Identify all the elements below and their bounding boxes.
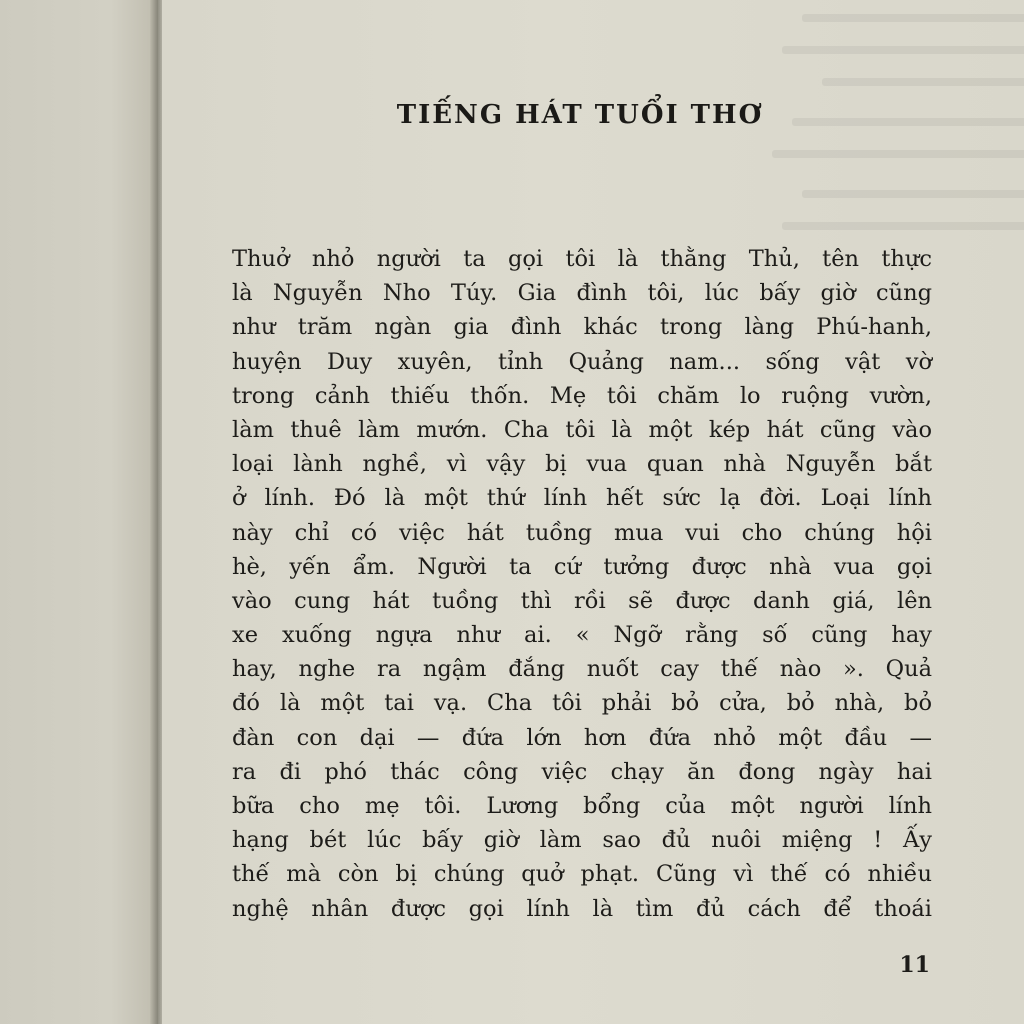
text-line: là Nguyễn Nho Túy. Gia đình tôi, lúc bấy giờ cũng — [232, 280, 932, 307]
chapter-title: TIẾNG HÁT TUỔI THƠ — [396, 100, 764, 130]
text-line: vào cung hát tuồng thì rồi sẽ được danh giá, lên — [232, 587, 932, 614]
text-line: hay, nghe ra ngậm đắng nuốt cay thế nào ». Quả — [232, 656, 932, 683]
left-page — [0, 0, 158, 1024]
show-through-text — [762, 0, 1024, 260]
text-line: thế mà còn bị chúng quở phạt. Cũng vì thế có nhiều — [232, 861, 932, 888]
text-line: ở lính. Đó là một thứ lính hết sức lạ đời. Loại lính — [232, 485, 932, 512]
text-line: xe xuống ngựa như ai. « Ngỡ rằng số cũng hay — [232, 622, 932, 649]
text-line: hạng bét lúc bấy giờ làm sao đủ nuôi miệng ! Ấy — [232, 827, 932, 854]
text-line: nghệ nhân được gọi lính là tìm đủ cách để thoái — [232, 895, 932, 922]
text-line: loại lành nghề, vì vậy bị vua quan nhà Nguyễn bắt — [232, 451, 932, 478]
text-line: đàn con dại — đứa lớn hơn đứa nhỏ một đầu — — [232, 724, 932, 751]
text-line: như trăm ngàn gia đình khác trong làng Phú-hanh, — [232, 314, 932, 341]
text-line: trong cảnh thiếu thốn. Mẹ tôi chăm lo ruộng vườn, — [232, 382, 932, 409]
text-line: bữa cho mẹ tôi. Lương bổng của một người lính — [232, 793, 932, 819]
text-line: ra đi phó thác công việc chạy ăn đong ngày hai — [232, 758, 932, 785]
text-line: huyện Duy xuyên, tỉnh Quảng nam... sống vật vờ — [232, 348, 932, 375]
body-text — [232, 242, 932, 926]
text-line: làm thuê làm mướn. Cha tôi là một kép hát cũng vào — [232, 416, 932, 443]
text-line: này chỉ có việc hát tuồng mua vui cho chúng hội — [232, 519, 932, 546]
page-number: 11 — [899, 952, 930, 978]
text-line: đó là một tai vạ. Cha tôi phải bỏ cửa, bỏ nhà, bỏ — [232, 690, 932, 717]
text-line: hè, yến ẩm. Người ta cứ tưởng được nhà vua gọi — [232, 553, 932, 580]
text-line: Thuở nhỏ người ta gọi tôi là thằng Thủ, tên thực — [232, 246, 932, 272]
